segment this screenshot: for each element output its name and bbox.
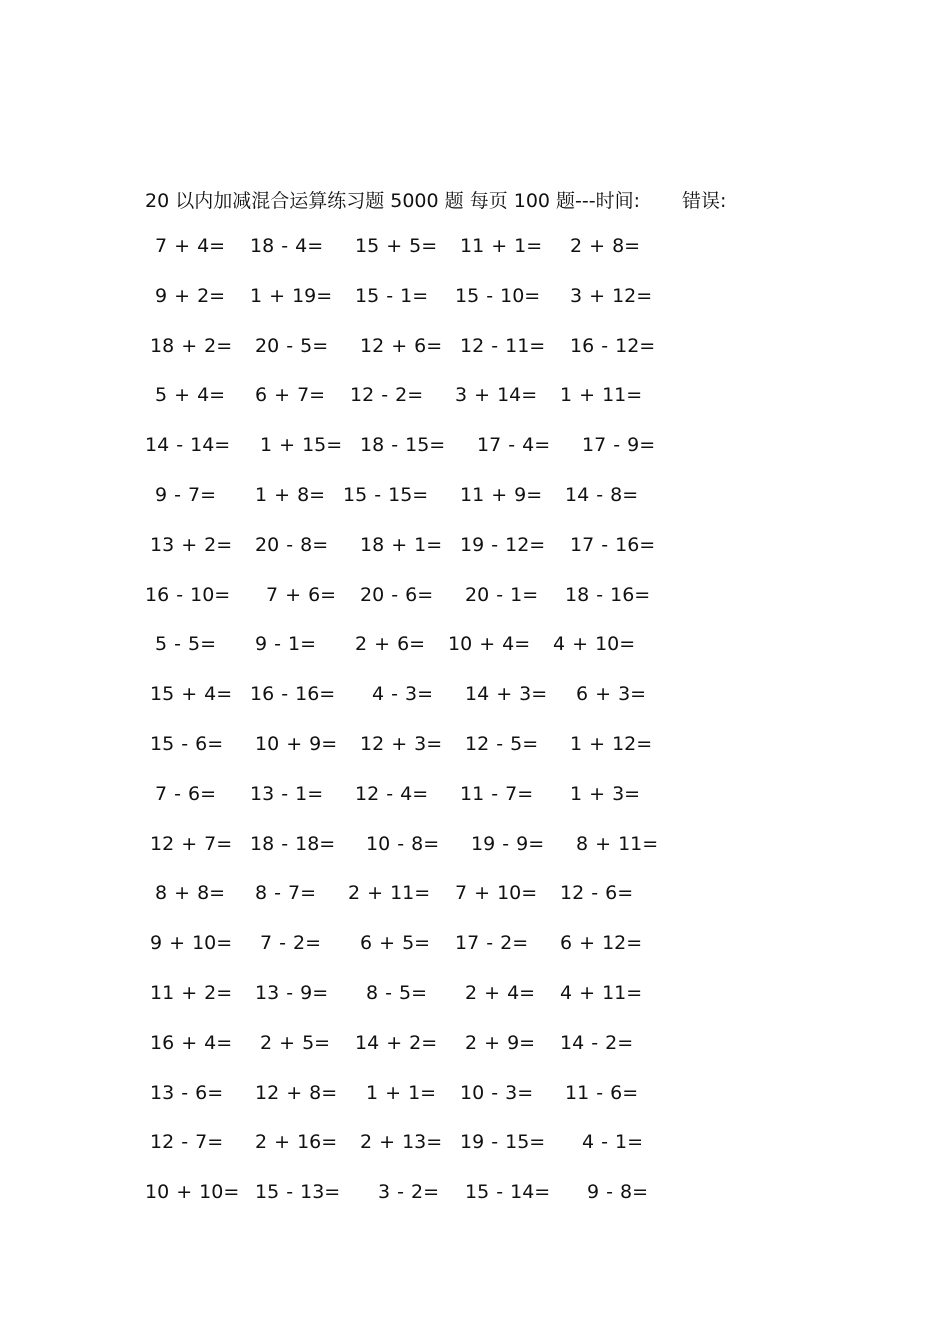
problem-item: 2 + 4= [465,981,536,1004]
problem-item: 12 - 6= [560,882,634,905]
problem-row [0,833,950,883]
problem-item: 15 - 10= [455,284,541,307]
problem-row [0,335,950,385]
problem-item: 13 - 1= [250,782,324,805]
problem-row [0,733,950,783]
problem-item: 18 - 16= [565,583,651,606]
problem-item: 16 - 12= [570,334,656,357]
problem-item: 14 - 14= [145,434,231,457]
problem-item: 6 + 5= [360,932,431,955]
problem-item: 12 + 6= [360,334,443,357]
problem-row [0,384,950,434]
problem-item: 16 - 16= [250,683,336,706]
problem-row [0,1032,950,1082]
problem-item: 15 + 5= [355,235,438,257]
problem-row [0,1082,950,1132]
problem-item: 1 + 11= [560,384,643,407]
problem-item: 12 + 8= [255,1081,338,1104]
problem-item: 1 + 8= [255,483,326,506]
problem-row [0,534,950,584]
problem-item: 4 - 3= [372,683,434,706]
problem-item: 12 - 4= [355,782,429,805]
problem-row [0,633,950,683]
problem-row [0,434,950,484]
problem-item: 2 + 5= [260,1031,331,1054]
problem-item: 15 - 1= [355,284,429,307]
problem-item: 1 + 12= [570,732,653,755]
problem-item: 2 + 9= [465,1031,536,1054]
problem-item: 10 + 10= [145,1181,240,1204]
problem-item: 3 + 12= [570,284,653,307]
problem-item: 2 + 13= [360,1131,443,1154]
problem-item: 14 + 2= [355,1031,438,1054]
problem-item: 1 + 3= [570,782,641,805]
problem-item: 11 - 7= [460,782,534,805]
problem-item: 5 + 4= [155,384,226,407]
problem-item: 9 + 2= [155,284,226,307]
time-label: 时间: [595,190,641,212]
problem-item: 2 + 6= [355,633,426,656]
problem-item: 7 + 10= [455,882,538,905]
problem-item: 19 - 9= [471,832,545,855]
problem-item: 9 - 1= [255,633,317,656]
problem-item: 9 - 7= [155,483,217,506]
problem-item: 15 - 15= [343,483,429,506]
problem-row [0,982,950,1032]
problem-item: 1 + 15= [260,434,343,457]
problem-item: 12 - 5= [465,732,539,755]
worksheet-title: 20 以内加减混合运算练习题 5000 题 每页 100 题--- [145,190,596,212]
problem-item: 20 - 1= [465,583,539,606]
problem-item: 9 + 10= [150,932,233,955]
problem-item: 17 - 16= [570,533,656,556]
problem-item: 7 + 4= [155,235,226,257]
problem-item: 18 + 1= [360,533,443,556]
problem-item: 15 - 6= [150,732,224,755]
problem-item: 8 + 8= [155,882,226,905]
problem-item: 20 - 6= [360,583,434,606]
problem-item: 16 - 10= [145,583,231,606]
problem-row [0,783,950,833]
problem-item: 5 - 5= [155,633,217,656]
problem-item: 13 + 2= [150,533,233,556]
problem-item: 10 - 3= [460,1081,534,1104]
problem-item: 14 - 8= [565,483,639,506]
problem-item: 10 + 4= [448,633,531,656]
problem-item: 10 + 9= [255,732,338,755]
problem-item: 8 - 7= [255,882,317,905]
problem-item: 19 - 15= [460,1131,546,1154]
problem-row [0,484,950,534]
problem-item: 9 - 8= [587,1181,649,1204]
problem-item: 15 - 14= [465,1181,551,1204]
problem-item: 13 - 9= [255,981,329,1004]
problem-item: 19 - 12= [460,533,546,556]
problem-item: 12 + 3= [360,732,443,755]
problem-item: 4 + 11= [560,981,643,1004]
problem-row [0,235,950,285]
problem-item: 11 + 9= [460,483,543,506]
problem-item: 3 - 2= [378,1181,440,1204]
problem-row [0,285,950,335]
problem-item: 18 - 15= [360,434,446,457]
problem-item: 17 - 9= [582,434,656,457]
problem-item: 14 - 2= [560,1031,634,1054]
problem-item: 1 + 1= [366,1081,437,1104]
problem-row [0,584,950,634]
problem-row [0,882,950,932]
problem-item: 7 + 6= [266,583,337,606]
problem-item: 18 + 2= [150,334,233,357]
worksheet-header [145,186,726,213]
problem-item: 20 - 8= [255,533,329,556]
problem-item: 11 + 1= [460,235,543,257]
problem-item: 2 + 11= [348,882,431,905]
problem-item: 4 - 1= [582,1131,644,1154]
problem-item: 18 - 18= [250,832,336,855]
problem-item: 6 + 12= [560,932,643,955]
problem-item: 18 - 4= [250,235,324,257]
problem-item: 12 + 7= [150,832,233,855]
problem-item: 12 - 7= [150,1131,224,1154]
problem-item: 6 + 3= [576,683,647,706]
problem-item: 17 - 2= [455,932,529,955]
problem-item: 7 - 2= [260,932,322,955]
problem-row [0,683,950,733]
problem-row [0,932,950,982]
problem-item: 2 + 8= [570,235,641,257]
problem-item: 13 - 6= [150,1081,224,1104]
problem-item: 8 - 5= [366,981,428,1004]
problem-item: 6 + 7= [255,384,326,407]
problem-item: 4 + 10= [553,633,636,656]
problem-item: 1 + 19= [250,284,333,307]
problem-item: 8 + 11= [576,832,659,855]
problem-item: 12 - 2= [350,384,424,407]
problem-item: 14 + 3= [465,683,548,706]
problem-item: 7 - 6= [155,782,217,805]
problem-item: 15 + 4= [150,683,233,706]
problem-row [0,1131,950,1181]
problem-item: 16 + 4= [150,1031,233,1054]
problem-item: 12 - 11= [460,334,546,357]
problem-item: 11 + 2= [150,981,233,1004]
problem-item: 17 - 4= [477,434,551,457]
problem-item: 11 - 6= [565,1081,639,1104]
problem-item: 10 - 8= [366,832,440,855]
problem-row [0,1181,950,1231]
problem-item: 20 - 5= [255,334,329,357]
problem-item: 15 - 13= [255,1181,341,1204]
errors-label: 错误: [682,190,727,212]
problem-grid [0,235,950,1231]
problem-item: 2 + 16= [255,1131,338,1154]
problem-item: 3 + 14= [455,384,538,407]
